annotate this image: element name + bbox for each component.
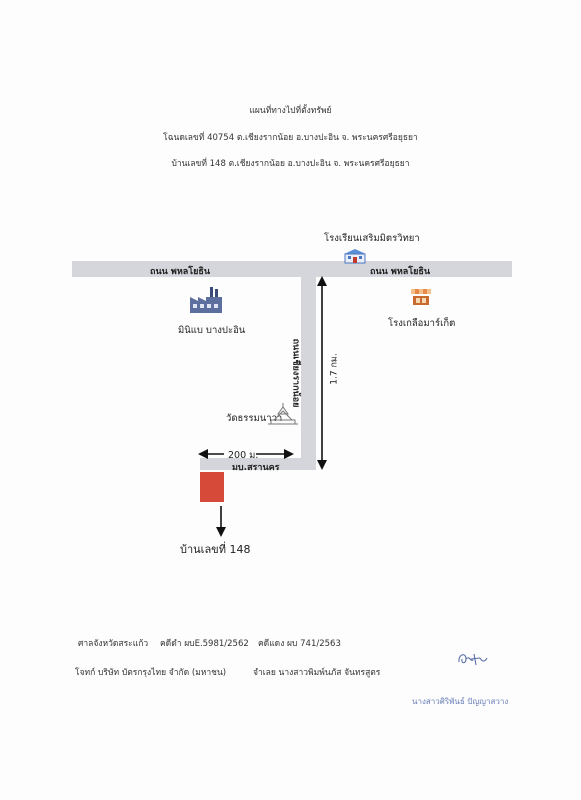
defendant-name: จำเลย นางสาวพิมพ์นภัส จันทรสูตร [253, 668, 381, 678]
title-deed-line: โฉนดเลขที่ 40754 ต.เชียงรากน้อย อ.บางปะอิน จ. พระนครศรีอยุธยา [163, 133, 418, 143]
map-title: แผนที่ทางไปที่ตั้งทรัพย์ [249, 106, 332, 116]
destination-arrow [214, 504, 228, 538]
factory-icon [188, 285, 224, 315]
red-case-number: คดีแดง ผบ 741/2563 [258, 639, 341, 649]
main-road-label-right: ถนน พหลโยธิน [370, 267, 431, 277]
destination-property-marker [200, 472, 224, 502]
signature-scribble [456, 650, 490, 668]
destination-label: บ้านเลขที่ 148 [180, 543, 251, 556]
vertical-road-label: ถนนเชียงรากน้อย [290, 338, 301, 408]
school-icon [342, 248, 368, 264]
horizontal-distance-label: 200 ม. [228, 450, 259, 461]
vertical-distance-label: 1.7 กม. [329, 353, 340, 385]
temple-icon [266, 402, 300, 426]
school-label: โรงเรียนเสริมมิตรวิทยา [324, 233, 420, 244]
main-road-label-left: ถนน พหลโยธิน [150, 267, 211, 277]
village-road-label: มบ.สรานคร [232, 463, 280, 473]
market-label: โรงเกลือมาร์เก็ต [388, 318, 456, 329]
market-icon [409, 287, 433, 307]
court-name: ศาลจังหวัดสระแก้ว [78, 639, 149, 649]
plaintiff-name: โจทก์ บริษัท บัตรกรุงไทย จำกัด (มหาชน) [75, 668, 227, 678]
temple-label: วัดธรรมนาวา [226, 413, 283, 424]
main-road [72, 261, 512, 277]
signature-name: นางสาวศิริพันธ์ ปัญญาสวาง [412, 697, 509, 706]
factory-label: มินิแบ บางปะอิน [178, 325, 246, 336]
black-case-number: คดีดำ ผบE.5981/2562 [160, 639, 249, 649]
address-line: บ้านเลขที่ 148 ต.เชียงรากน้อย อ.บางปะอิน จ. พระนครศรีอยุธยา [171, 159, 410, 169]
